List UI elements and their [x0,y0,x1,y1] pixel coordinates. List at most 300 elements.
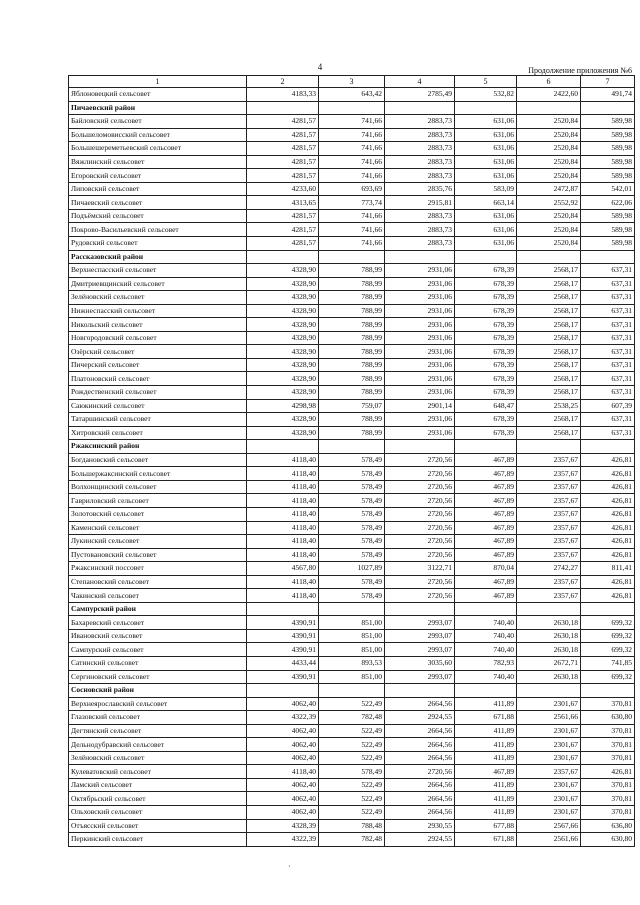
value-cell: 4118,40 [247,575,319,589]
value-cell: 2883,73 [385,169,455,183]
value-cell: 4183,33 [247,88,319,102]
value-cell: 637,31 [581,413,635,427]
table-row [69,318,635,332]
value-cell: 426,81 [581,548,635,562]
value-cell: 370,81 [581,738,635,752]
value-cell: 4062,40 [247,792,319,806]
value-cell [247,440,319,454]
settlement-name: Вяжлинский сельсовет [69,155,247,169]
column-header: 4 [385,76,455,88]
table-row [69,643,635,657]
district-name: Сампурский район [69,602,247,616]
value-cell: 782,48 [319,711,385,725]
settlement-name: Платоновский сельсовет [69,372,247,386]
value-cell: 788,99 [319,304,385,318]
value-cell: 2520,84 [517,209,581,223]
settlement-name: Октябрьский сельсовет [69,792,247,806]
value-cell: 370,81 [581,751,635,765]
table-row [69,277,635,291]
value-cell: 2993,07 [385,616,455,630]
column-header: 2 [247,76,319,88]
value-cell [385,101,455,115]
value-cell: 2301,67 [517,724,581,738]
value-cell [319,684,385,698]
settlement-name: Покрово-Васильевский сельсовет [69,223,247,237]
value-cell: 788,99 [319,291,385,305]
value-cell: 583,09 [455,182,517,196]
appendix-note: Продолжение приложения №6 [528,66,632,75]
value-cell: 2630,18 [517,670,581,684]
value-cell: 2720,56 [385,765,455,779]
value-cell: 522,49 [319,751,385,765]
table-row [69,196,635,210]
settlement-name: Бахаревский сельсовет [69,616,247,630]
value-cell: 2883,73 [385,209,455,223]
district-name: Пичаевский район [69,101,247,115]
district-row [69,440,635,454]
value-cell [319,602,385,616]
value-cell: 426,81 [581,467,635,481]
value-cell: 870,04 [455,562,517,576]
value-cell: 467,89 [455,765,517,779]
value-cell: 4062,40 [247,778,319,792]
table-row [69,372,635,386]
value-cell: 4328,90 [247,345,319,359]
value-cell: 2785,49 [385,88,455,102]
table-row [69,155,635,169]
table-row [69,589,635,603]
table-row [69,115,635,129]
value-cell: 2924,55 [385,711,455,725]
value-cell: 4328,90 [247,318,319,332]
table-row [69,467,635,481]
value-cell: 4118,40 [247,521,319,535]
value-cell [517,684,581,698]
value-cell: 782,48 [319,833,385,847]
value-cell: 2520,84 [517,169,581,183]
table-row [69,765,635,779]
value-cell: 740,40 [455,629,517,643]
column-header: 6 [517,76,581,88]
value-cell: 2720,56 [385,480,455,494]
value-cell: 2357,67 [517,467,581,481]
value-cell: 578,49 [319,494,385,508]
table-row [69,223,635,237]
value-cell: 3035,60 [385,656,455,670]
settlement-name: Озёрский сельсовет [69,345,247,359]
value-cell: 4328,90 [247,277,319,291]
table-row [69,670,635,684]
value-cell: 426,81 [581,521,635,535]
table-row [69,751,635,765]
value-cell: 631,06 [455,142,517,156]
value-cell: 4390,91 [247,616,319,630]
value-cell [581,250,635,264]
value-cell: 2720,56 [385,453,455,467]
value-cell: 699,32 [581,643,635,657]
value-cell [581,602,635,616]
table-row [69,345,635,359]
settlement-name: Татаршинский сельсовет [69,413,247,427]
value-cell: 788,48 [319,819,385,833]
value-cell: 2630,18 [517,643,581,657]
value-cell: 2883,73 [385,237,455,251]
table-row [69,426,635,440]
value-cell: 589,98 [581,128,635,142]
value-cell: 2931,06 [385,277,455,291]
value-cell: 2720,56 [385,521,455,535]
value-cell: 678,39 [455,318,517,332]
district-name: Сосновский район [69,684,247,698]
value-cell: 4322,39 [247,711,319,725]
settlement-name: Сатинский сельсовет [69,656,247,670]
value-cell: 663,14 [455,196,517,210]
value-cell: 741,66 [319,155,385,169]
value-cell: 2538,25 [517,399,581,413]
value-cell: 2720,56 [385,507,455,521]
value-cell [517,440,581,454]
value-cell: 788,99 [319,358,385,372]
value-cell: 467,89 [455,453,517,467]
table-row [69,182,635,196]
value-cell: 2883,73 [385,142,455,156]
value-cell: 678,39 [455,345,517,359]
value-cell: 2357,67 [517,507,581,521]
value-cell: 631,06 [455,115,517,129]
value-cell: 2883,73 [385,115,455,129]
value-cell: 4281,57 [247,223,319,237]
value-cell: 2931,06 [385,345,455,359]
value-cell: 2720,56 [385,548,455,562]
value-cell: 2664,56 [385,751,455,765]
value-cell: 636,80 [581,819,635,833]
value-cell: 2993,07 [385,670,455,684]
value-cell: 678,39 [455,372,517,386]
settlement-name: Перкинский сельсовет [69,833,247,847]
table-row [69,209,635,223]
value-cell: 578,49 [319,521,385,535]
value-cell: 622,06 [581,196,635,210]
settlement-name: Богдановский сельсовет [69,453,247,467]
table-row [69,169,635,183]
value-cell: 522,49 [319,805,385,819]
value-cell: 2883,73 [385,128,455,142]
value-cell: 2301,67 [517,778,581,792]
settlement-name: Верхнеспасский сельсовет [69,264,247,278]
value-cell: 2301,67 [517,738,581,752]
value-cell: 370,81 [581,697,635,711]
value-cell: 2924,55 [385,833,455,847]
value-cell: 4328,90 [247,413,319,427]
data-table [68,75,635,847]
value-cell: 740,40 [455,616,517,630]
settlement-name: Глазовский сельсовет [69,711,247,725]
settlement-name: Нижнеспасский сельсовет [69,304,247,318]
value-cell: 637,31 [581,331,635,345]
value-cell: 370,81 [581,778,635,792]
value-cell: 3122,71 [385,562,455,576]
value-cell: 4328,90 [247,426,319,440]
value-cell: 411,89 [455,778,517,792]
value-cell: 851,00 [319,643,385,657]
table-row [69,386,635,400]
value-cell: 532,82 [455,88,517,102]
value-cell: 4390,91 [247,670,319,684]
table-row [69,128,635,142]
value-cell: 4062,40 [247,805,319,819]
value-cell: 2915,81 [385,196,455,210]
settlement-name: Гавриловский сельсовет [69,494,247,508]
value-cell: 693,69 [319,182,385,196]
value-cell: 4328,90 [247,358,319,372]
value-cell: 2720,56 [385,589,455,603]
value-cell [385,250,455,264]
value-cell: 2301,67 [517,805,581,819]
settlement-name: Липовский сельсовет [69,182,247,196]
value-cell: 411,89 [455,738,517,752]
settlement-name: Верхнеярославский сельсовет [69,697,247,711]
value-cell: 678,39 [455,331,517,345]
settlement-name: Подъёмский сельсовет [69,209,247,223]
value-cell: 773,74 [319,196,385,210]
value-cell: 740,40 [455,670,517,684]
value-cell: 851,00 [319,670,385,684]
value-cell: 4062,40 [247,751,319,765]
value-cell [581,101,635,115]
settlement-name: Сампурский сельсовет [69,643,247,657]
settlement-name: Дегтянский сельсовет [69,724,247,738]
value-cell: 2835,76 [385,182,455,196]
settlement-name: Чакинский сельсовет [69,589,247,603]
settlement-name: Лукинский сельсовет [69,535,247,549]
value-cell: 4118,40 [247,480,319,494]
settlement-name: Ламский сельсовет [69,778,247,792]
value-cell: 578,49 [319,507,385,521]
settlement-name: Кулеватовский сельсовет [69,765,247,779]
value-cell: 678,39 [455,358,517,372]
value-cell: 426,81 [581,589,635,603]
value-cell: 678,39 [455,277,517,291]
value-cell: 2357,67 [517,494,581,508]
table-row [69,629,635,643]
value-cell: 2301,67 [517,751,581,765]
value-cell [319,250,385,264]
table-row [69,264,635,278]
value-cell: 4118,40 [247,548,319,562]
settlement-name: Дельнодубравский сельсовет [69,738,247,752]
value-cell [319,440,385,454]
settlement-name: Зелёновский сельсовет [69,291,247,305]
header-row [69,76,635,88]
value-cell: 788,99 [319,318,385,332]
value-cell: 467,89 [455,535,517,549]
value-cell: 2357,67 [517,453,581,467]
value-cell: 4062,40 [247,724,319,738]
value-cell: 467,89 [455,589,517,603]
settlement-name: Большеломовисский сельсовет [69,128,247,142]
value-cell: 2720,56 [385,467,455,481]
value-cell: 411,89 [455,751,517,765]
value-cell: 467,89 [455,480,517,494]
value-cell: 741,66 [319,115,385,129]
value-cell: 2568,17 [517,264,581,278]
value-cell: 578,49 [319,535,385,549]
value-cell: 637,31 [581,318,635,332]
settlement-name: Отъясский сельсовет [69,819,247,833]
value-cell: 741,66 [319,128,385,142]
value-cell [455,440,517,454]
settlement-name: Ивановский сельсовет [69,629,247,643]
column-header: 5 [455,76,517,88]
value-cell: 467,89 [455,548,517,562]
value-cell: 2568,17 [517,426,581,440]
value-cell: 637,31 [581,277,635,291]
value-cell: 2357,67 [517,548,581,562]
table-row [69,833,635,847]
settlement-name: Степановский сельсовет [69,575,247,589]
value-cell [385,440,455,454]
value-cell: 4281,57 [247,237,319,251]
value-cell: 370,81 [581,792,635,806]
value-cell: 2357,67 [517,480,581,494]
table-row [69,562,635,576]
value-cell: 589,98 [581,169,635,183]
value-cell: 4281,57 [247,155,319,169]
value-cell: 2301,67 [517,697,581,711]
value-cell: 2931,06 [385,358,455,372]
value-cell: 522,49 [319,778,385,792]
value-cell: 637,31 [581,304,635,318]
value-cell: 631,06 [455,237,517,251]
value-cell: 2520,84 [517,237,581,251]
value-cell: 2742,27 [517,562,581,576]
table-row [69,507,635,521]
value-cell: 2568,17 [517,291,581,305]
value-cell: 467,89 [455,494,517,508]
value-cell: 2552,92 [517,196,581,210]
value-cell [247,684,319,698]
value-cell [385,684,455,698]
value-cell: 2930,55 [385,819,455,833]
value-cell: 699,32 [581,629,635,643]
value-cell: 2630,18 [517,629,581,643]
value-cell: 2561,66 [517,711,581,725]
value-cell: 2568,17 [517,345,581,359]
value-cell: 4118,40 [247,507,319,521]
value-cell: 2931,06 [385,291,455,305]
value-cell: 740,40 [455,643,517,657]
value-cell: 4281,57 [247,169,319,183]
value-cell: 631,06 [455,223,517,237]
value-cell: 426,81 [581,507,635,521]
value-cell: 851,00 [319,616,385,630]
value-cell: 788,99 [319,345,385,359]
value-cell [581,684,635,698]
value-cell: 643,42 [319,88,385,102]
value-cell: 426,81 [581,535,635,549]
value-cell: 589,98 [581,115,635,129]
table-row [69,575,635,589]
value-cell: 2664,56 [385,697,455,711]
value-cell: 2664,56 [385,724,455,738]
value-cell: 2568,17 [517,304,581,318]
value-cell: 741,85 [581,656,635,670]
value-cell: 2520,84 [517,223,581,237]
settlement-name: Байловский сельсовет [69,115,247,129]
value-cell [247,250,319,264]
value-cell: 578,49 [319,548,385,562]
table-row [69,494,635,508]
value-cell: 637,31 [581,372,635,386]
value-cell: 522,49 [319,724,385,738]
value-cell: 2931,06 [385,372,455,386]
table-row [69,358,635,372]
value-cell: 2931,06 [385,264,455,278]
value-cell [455,101,517,115]
value-cell: 699,32 [581,616,635,630]
value-cell: 648,47 [455,399,517,413]
column-header: 7 [581,76,635,88]
value-cell: 411,89 [455,792,517,806]
value-cell: 788,99 [319,331,385,345]
value-cell: 4118,40 [247,765,319,779]
value-cell: 4328,90 [247,372,319,386]
value-cell: 2561,66 [517,833,581,847]
table-row [69,521,635,535]
value-cell: 782,93 [455,656,517,670]
value-cell: 2664,56 [385,778,455,792]
value-cell: 2664,56 [385,805,455,819]
table-row [69,724,635,738]
value-cell: 2720,56 [385,494,455,508]
value-cell: 631,06 [455,169,517,183]
value-cell: 411,89 [455,724,517,738]
value-cell: 4118,40 [247,494,319,508]
value-cell: 4390,91 [247,629,319,643]
table-row [69,805,635,819]
value-cell: 2630,18 [517,616,581,630]
value-cell: 426,81 [581,575,635,589]
district-row [69,602,635,616]
value-cell [455,602,517,616]
table-row [69,792,635,806]
value-cell: 2568,17 [517,413,581,427]
value-cell: 2568,17 [517,386,581,400]
value-cell: 2568,17 [517,358,581,372]
value-cell: 2931,06 [385,413,455,427]
settlement-name: Пичерский сельсовет [69,358,247,372]
value-cell: 2901,14 [385,399,455,413]
settlement-name: Большержаксинский сельсовет [69,467,247,481]
value-cell: 2664,56 [385,792,455,806]
value-cell: 578,49 [319,467,385,481]
value-cell: 589,98 [581,142,635,156]
table-row [69,142,635,156]
value-cell: 2883,73 [385,223,455,237]
value-cell: 426,81 [581,480,635,494]
settlement-name: Сергиновский сельсовет [69,670,247,684]
value-cell: 2931,06 [385,304,455,318]
value-cell: 467,89 [455,507,517,521]
value-cell [455,250,517,264]
value-cell: 2357,67 [517,589,581,603]
value-cell: 2357,67 [517,535,581,549]
value-cell: 426,81 [581,453,635,467]
value-cell [517,250,581,264]
value-cell: 370,81 [581,805,635,819]
value-cell: 788,99 [319,386,385,400]
value-cell: 4313,65 [247,196,319,210]
